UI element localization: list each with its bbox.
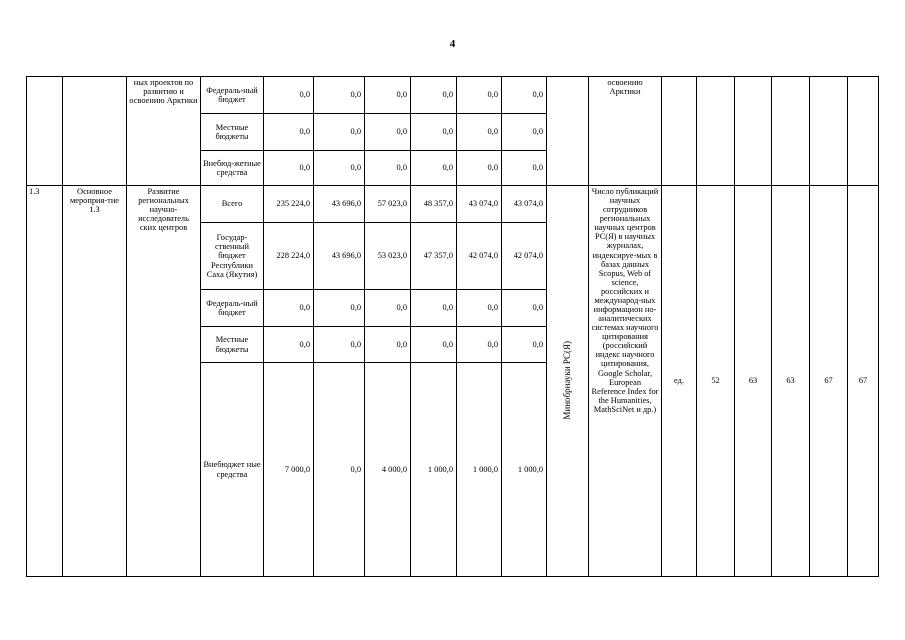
table-row xyxy=(27,77,879,114)
value-cell: 1 000,0 xyxy=(502,363,547,577)
target-value: 52 xyxy=(697,186,735,577)
value-cell: 0,0 xyxy=(411,77,457,114)
value-cell: 0,0 xyxy=(365,327,411,363)
value-cell: 57 023,0 xyxy=(365,186,411,223)
value-cell: 0,0 xyxy=(314,290,365,327)
funding-source: Внебюджет ные средства xyxy=(201,363,264,577)
cont-number-cell xyxy=(27,77,63,186)
value-cell: 0,0 xyxy=(457,290,502,327)
item-number: 1.3 xyxy=(27,186,63,577)
executor-label: Минобрнауки РС(Я) xyxy=(561,340,572,420)
value-cell: 0,0 xyxy=(411,327,457,363)
unit-cell: ед. xyxy=(662,186,697,577)
value-cell: 0,0 xyxy=(314,363,365,577)
value-cell: 0,0 xyxy=(457,114,502,151)
funding-source: Всего xyxy=(201,186,264,223)
table-row xyxy=(27,186,879,223)
funding-source: Государ-ственный бюджет Республики Саха (Якутия) xyxy=(201,223,264,290)
page-number: 4 xyxy=(449,38,456,50)
executor-cell xyxy=(547,186,589,577)
value-cell: 235 224,0 xyxy=(264,186,314,223)
item-description: Развитие региональных научно-исследователь ских центров xyxy=(127,186,201,577)
cont-target-cell xyxy=(735,77,772,186)
target-value: 67 xyxy=(848,186,879,577)
value-cell: 0,0 xyxy=(264,290,314,327)
value-cell: 43 074,0 xyxy=(502,186,547,223)
value-cell: 0,0 xyxy=(264,327,314,363)
funding-source: Местные бюджеты xyxy=(201,114,264,151)
cont-target-cell xyxy=(810,77,848,186)
funding-source: Федераль-ный бюджет xyxy=(201,290,264,327)
cont-executor-cell xyxy=(547,77,589,186)
cont-unit-cell xyxy=(662,77,697,186)
value-cell: 7 000,0 xyxy=(264,363,314,577)
value-cell: 53 023,0 xyxy=(365,223,411,290)
value-cell: 1 000,0 xyxy=(411,363,457,577)
funding-source: Местные бюджеты xyxy=(201,327,264,363)
value-cell: 0,0 xyxy=(264,77,314,114)
value-cell: 47 357,0 xyxy=(411,223,457,290)
value-cell: 43 696,0 xyxy=(314,186,365,223)
value-cell: 0,0 xyxy=(411,290,457,327)
value-cell: 4 000,0 xyxy=(365,363,411,577)
target-value: 63 xyxy=(772,186,810,577)
value-cell: 48 357,0 xyxy=(411,186,457,223)
program-table xyxy=(26,76,879,577)
funding-source: Федераль-ный бюджет xyxy=(201,77,264,114)
value-cell: 0,0 xyxy=(457,327,502,363)
indicator-text: Число публикаций научных сотрудников региональных научных центров РС(Я) в научных журналах, индексируе-мых в базах данных Scopus, Web of science, российских и международ-ных информацион но-аналитических системах научного цитирования (российский индекс научного цитирования, Google Scholar, European Reference Index for the Humanities, MathSciNet и др.) xyxy=(589,186,662,577)
value-cell: 1 000,0 xyxy=(457,363,502,577)
value-cell: 0,0 xyxy=(457,77,502,114)
value-cell: 0,0 xyxy=(411,114,457,151)
value-cell: 0,0 xyxy=(502,114,547,151)
target-value: 63 xyxy=(735,186,772,577)
value-cell: 0,0 xyxy=(502,77,547,114)
value-cell: 42 074,0 xyxy=(502,223,547,290)
value-cell: 228 224,0 xyxy=(264,223,314,290)
value-cell: 0,0 xyxy=(457,151,502,186)
cont-target-cell xyxy=(848,77,879,186)
funding-source: Внебюд-жетные средства xyxy=(201,151,264,186)
value-cell: 43 696,0 xyxy=(314,223,365,290)
cont-name-cell xyxy=(63,77,127,186)
item-name: Основное мероприя-тие 1.3 xyxy=(63,186,127,577)
cont-target-cell xyxy=(772,77,810,186)
cont-indicator: освоению Арктики xyxy=(589,77,662,186)
value-cell: 43 074,0 xyxy=(457,186,502,223)
value-cell: 0,0 xyxy=(365,290,411,327)
target-value: 67 xyxy=(810,186,848,577)
value-cell: 42 074,0 xyxy=(457,223,502,290)
value-cell: 0,0 xyxy=(314,114,365,151)
value-cell: 0,0 xyxy=(314,77,365,114)
value-cell: 0,0 xyxy=(365,77,411,114)
value-cell: 0,0 xyxy=(365,114,411,151)
value-cell: 0,0 xyxy=(314,151,365,186)
value-cell: 0,0 xyxy=(502,151,547,186)
cont-description: ных проектов по развитию и освоению Арктики xyxy=(127,77,201,186)
cont-target-cell xyxy=(697,77,735,186)
value-cell: 0,0 xyxy=(411,151,457,186)
value-cell: 0,0 xyxy=(365,151,411,186)
value-cell: 0,0 xyxy=(314,327,365,363)
value-cell: 0,0 xyxy=(502,327,547,363)
value-cell: 0,0 xyxy=(264,151,314,186)
value-cell: 0,0 xyxy=(502,290,547,327)
value-cell: 0,0 xyxy=(264,114,314,151)
